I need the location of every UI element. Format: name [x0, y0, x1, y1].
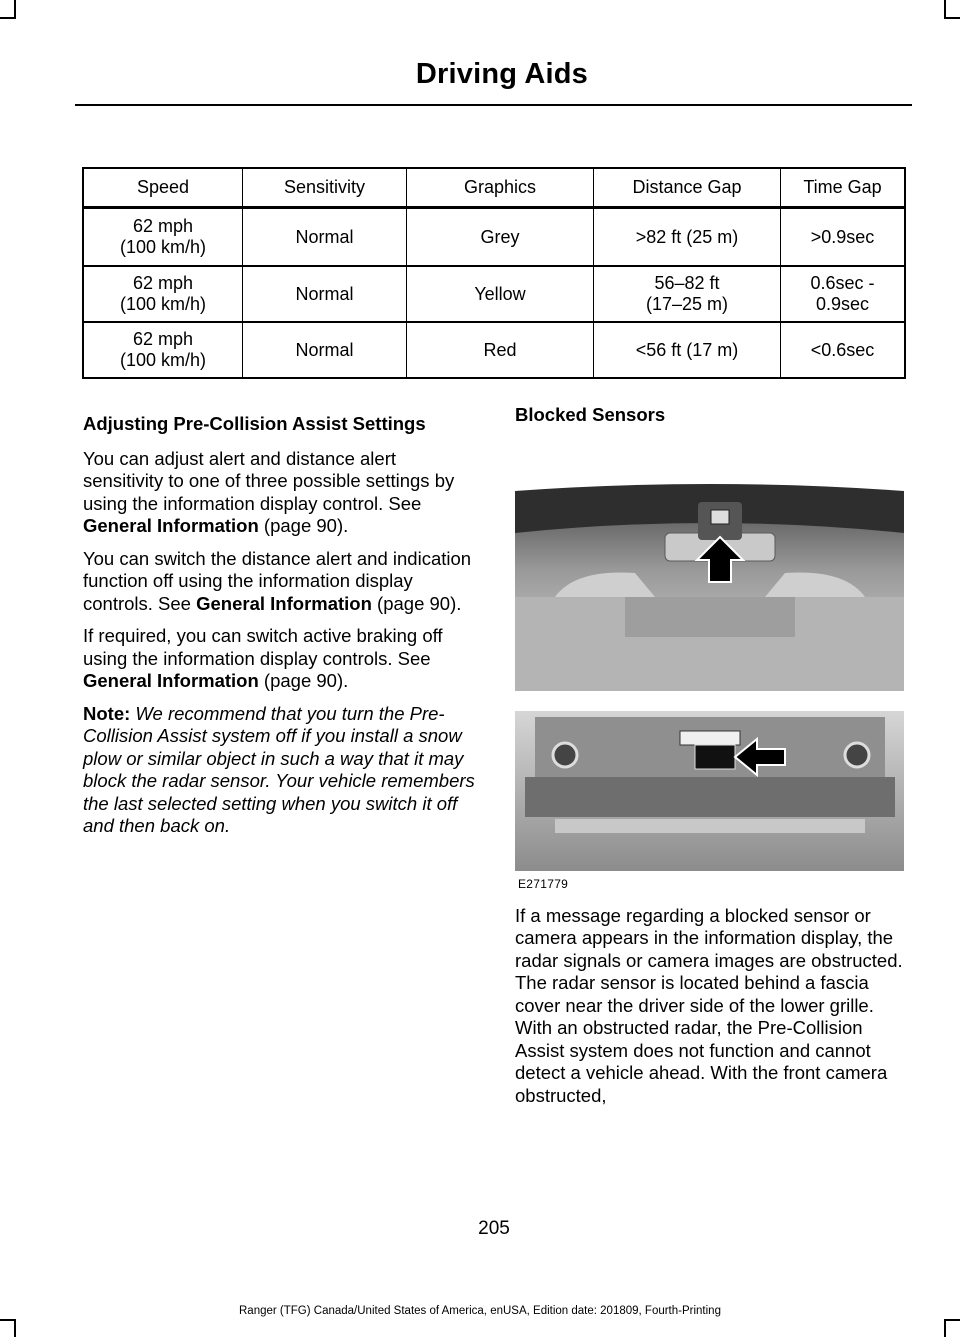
cell-distance-gap: >82 ft (25 m): [594, 208, 781, 267]
cell-speed: 62 mph (100 km/h): [83, 266, 243, 322]
cross-reference-link[interactable]: General Information: [196, 592, 372, 614]
crop-mark: [14, 0, 16, 18]
cross-reference-link[interactable]: General Information: [83, 515, 259, 536]
header-rule: [75, 104, 912, 106]
paragraph: If required, you can switch active braking off using the information display controls. See General Information (page 90).: [83, 625, 443, 691]
left-column: [83, 413, 475, 848]
paragraph: You can adjust alert and distance alert sensitivity to one of three possible settings by using the information display control. See General Information (page 90).: [83, 447, 455, 536]
page-number: 205: [478, 1218, 510, 1239]
section-heading-adjusting: Adjusting Pre-Collision Assist Settings: [83, 413, 426, 434]
cell-graphics: Red: [407, 322, 594, 378]
settings-table: [82, 167, 906, 379]
table-header-time-gap: Time Gap: [781, 168, 906, 208]
front-grille-view: [515, 711, 904, 871]
cell-sensitivity: Normal: [243, 208, 407, 267]
table-row: [83, 208, 905, 267]
cell-time-gap: 0.6sec - 0.9sec: [781, 266, 906, 322]
cell-distance-gap: <56 ft (17 m): [594, 322, 781, 378]
table-header-graphics: Graphics: [407, 168, 594, 208]
cell-graphics: Grey: [407, 208, 594, 267]
table-row: [83, 322, 905, 378]
crop-mark: [944, 0, 946, 18]
page-title: Driving Aids: [415, 58, 588, 90]
crop-mark: [944, 17, 960, 19]
footer: Ranger (TFG) Canada/United States of America, enUSA, Edition date: 201809, Fourth-Printing: [239, 1305, 721, 1317]
crop-mark: [944, 1319, 946, 1337]
sensor-illustration: [515, 447, 907, 894]
paragraph: If a message regarding a blocked sensor or camera appears in the information display, the radar signals or camera images are obstructed. The radar sensor is located behind a fascia cover near the driver side of the lower grille. With an obstructed radar, the Pre-Collision Assist system does not function and cannot detect a vehicle ahead. With the front camera obstructed,: [515, 904, 903, 1106]
cell-speed: 62 mph (100 km/h): [83, 208, 243, 267]
paragraph: You can switch the distance alert and indication function off using the information display controls. See General Information (page 90).: [83, 547, 472, 614]
table-header-sensitivity: Sensitivity: [243, 168, 407, 208]
sensor-location-figure: [515, 447, 907, 894]
table-row: [83, 266, 905, 322]
cell-sensitivity: Normal: [243, 322, 407, 378]
table-header-distance-gap: Distance Gap: [594, 168, 781, 208]
cell-graphics: Yellow: [407, 266, 594, 322]
figure-code: E271779: [518, 877, 569, 891]
windshield-camera-view: [515, 484, 904, 691]
crop-mark: [944, 1319, 960, 1321]
cell-time-gap: >0.9sec: [781, 208, 906, 267]
cross-reference-link[interactable]: General Information: [83, 670, 259, 691]
cell-speed: 62 mph (100 km/h): [83, 322, 243, 378]
note-label: Note:: [83, 702, 131, 724]
cell-time-gap: <0.6sec: [781, 322, 906, 378]
note-text: We recommend that you turn the Pre-Collision Assist system off if you install a snow plow or similar object in such a way that it may block the radar sensor. Your vehicle remembers the last selected setting when you switch it off and then back on.: [83, 702, 475, 836]
table-header-speed: Speed: [83, 168, 243, 208]
section-heading-blocked-sensors: Blocked Sensors: [515, 404, 666, 425]
cell-sensitivity: Normal: [243, 266, 407, 322]
crop-mark: [0, 1319, 16, 1321]
right-column: [515, 404, 907, 1117]
cell-distance-gap: 56–82 ft (17–25 m): [594, 266, 781, 322]
crop-mark: [14, 1319, 16, 1337]
note: [83, 703, 475, 838]
crop-mark: [0, 17, 16, 19]
